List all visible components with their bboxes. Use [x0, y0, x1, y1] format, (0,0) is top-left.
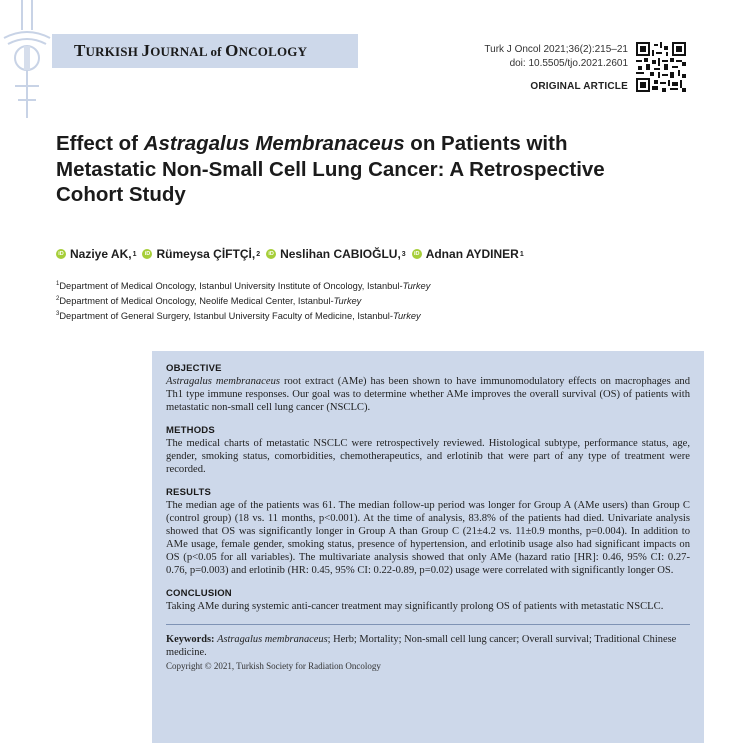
methods-heading: METHODS — [166, 425, 215, 436]
objective-text: Astragalus membranaceus root extract (AMe) has been shown to have immunomodulatory effects on macrophages and Th1 type immune responses. Our goal was to determine whether AMe improves the overall survival (OS) of patients with metastatic non-small cell lung cancer (NSCLC). — [166, 376, 690, 413]
copyright-notice: Copyright © 2021, Turkish Society for Radiation Oncology — [166, 661, 381, 671]
orcid-icon[interactable] — [142, 249, 152, 259]
affiliation-item: $^1$Department of Medical Oncology, Istanbul University Institute of Oncology, Istanbul-Turkey — [56, 281, 431, 292]
qr-code-icon[interactable] — [636, 42, 686, 92]
results-heading: RESULTS — [166, 487, 212, 498]
citation: Turk J Oncol 2021;36(2):215–21 — [484, 44, 628, 55]
journal-name: TURKISH JOURNAL of ONCOLOGY — [74, 41, 308, 60]
objective-heading: OBJECTIVE — [166, 363, 222, 374]
article-type-label: ORIGINAL ARTICLE — [530, 81, 628, 92]
results-text: The median age of the patients was 61. The median follow-up period was longer for Group A (AMe users) than Group C (control group) (18 vs. 11 months, p<0.001). At the time of analysis, 83.8% of the patients had died. Univariate analysis showed that OS was significantly longer in Group A than Group C (21±4.2 vs. 11±0.9 months, p=0.004). In addition to AMe usage, female gender, smoking status, presence of hypertension, and erlotinib usage also had significant impacts on OS (p<0.05 for all variables). The multivariate analysis showed that only AMe (hazard ratio [HR]: 0.46, 95% CI: 0.27-0.76, p=0.003) and erlotinib (HR: 0.45, 95% CI: 0.22-0.89, p=0.02) usage were correlated with significantly longer OS. — [166, 500, 690, 576]
conclusion-text: Taking AMe during systemic anti-cancer treatment may significantly prolong OS of patients with metastatic NSCLC. — [166, 601, 664, 612]
orcid-icon[interactable] — [412, 249, 422, 259]
keywords: Keywords: Astragalus membranaceus; Herb; Mortality; Non-small cell lung cancer; Overall survival; Traditional Chinese medicine. — [166, 624, 690, 659]
author-list — [56, 247, 530, 261]
orcid-icon[interactable] — [56, 249, 66, 259]
journal-emblem-icon — [0, 0, 60, 120]
methods-text: The medical charts of metastatic NSCLC were retrospectively reviewed. Histological subtype, performance status, age, gender, smoking status, comorbidities, chemotherapeutics, and erlotinib that were part of any type of treatment were recorded. — [166, 438, 690, 475]
affiliation-item: $^3$Department of General Surgery, Istanbul University Faculty of Medicine, Istanbul-Turkey — [56, 311, 421, 322]
abstract-box — [152, 351, 704, 743]
affiliation-item: $^2$Department of Medical Oncology, Neolife Medical Center, Istanbul-Turkey — [56, 296, 362, 307]
affiliations — [56, 278, 430, 323]
citation-block — [484, 43, 628, 70]
doi-link[interactable]: doi: 10.5505/tjo.2021.2601 — [509, 57, 628, 69]
author-item[interactable]: iD Adnan AYDINER 1 — [412, 247, 524, 261]
conclusion-heading: CONCLUSION — [166, 588, 232, 599]
orcid-icon[interactable] — [266, 249, 276, 259]
article-title: Effect of Astragalus Membranaceus on Patients with Metastatic Non-Small Cell Lung Cancer: A Retrospective Cohort Study — [56, 132, 605, 206]
author-item[interactable]: iD Naziye AK, 1 — [56, 247, 136, 261]
author-item[interactable]: iD Neslihan CABIOĞLU, 3 — [266, 247, 406, 261]
author-item[interactable]: iD Rümeysa ÇİFTÇİ, 2 — [142, 247, 260, 261]
journal-header-bar — [52, 34, 358, 68]
